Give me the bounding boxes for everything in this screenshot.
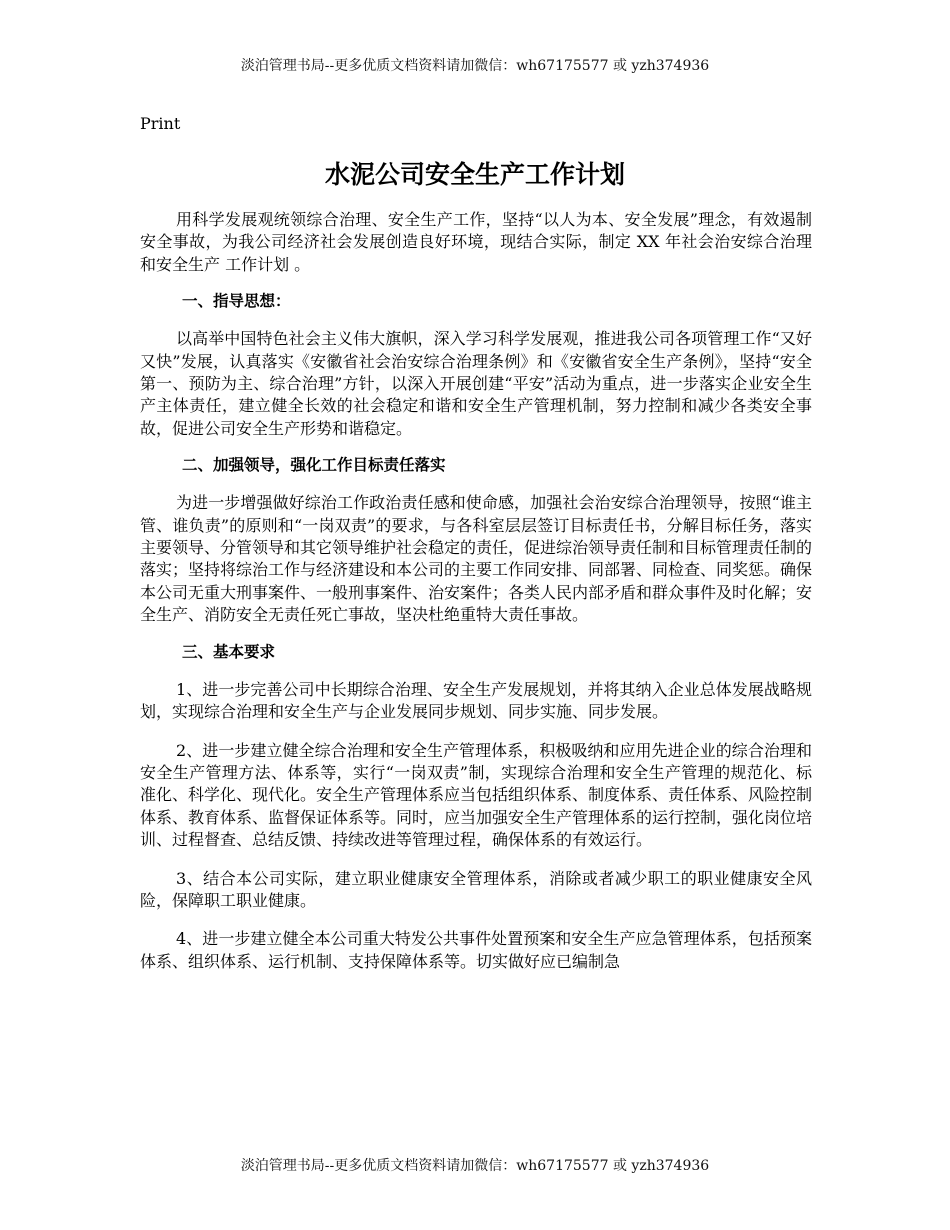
intro-paragraph: 用科学发展观统领综合治理、安全生产工作，坚持“以人为本、安全发展”理念，有效遏制安全事故，为我公司经济社会发展创造良好环境，现结合实际，制定 XX 年社会治安综合治理和安全生产 工作计划 。	[140, 210, 812, 274]
document-title: 水泥公司安全生产工作计划	[324, 160, 625, 189]
document-body	[140, 209, 812, 973]
section-heading-guiding-thought: 一、指导思想：	[182, 292, 291, 311]
section-heading-requirements: 三、基本要求	[182, 642, 276, 661]
print-label: Print	[140, 114, 181, 133]
page-header: 淡泊管理书局--更多优质文档资料请加微信：wh67175577 或 yzh374936	[240, 58, 710, 74]
section-paragraph-guiding-thought: 以高举中国特色社会主义伟大旗帜，深入学习科学发展观，推进我公司各项管理工作“又好又快”发展，认真落实《安徽省社会治安综合治理条例》和《安徽省安全生产条例》，坚持“安全第一、预防为主、综合治理”方针，以深入开展创建“平安”活动为重点，进一步落实企业安全生产主体责任，建立健全长效的社会稳定和谐和安全生产管理机制，努力控制和减少各类安全事故，促进公司安全生产形势和谐稳定。	[140, 329, 812, 438]
requirement-item-1: 1、进一步完善公司中长期综合治理、安全生产发展规划，并将其纳入企业总体发展战略规划，实现综合治理和安全生产与企业发展同步规划、同步实施、同步发展。	[140, 679, 812, 722]
requirement-item-4: 4、进一步建立健全本公司重大特发公共事件处置预案和安全生产应急管理体系，包括预案体系、组织体系、运行机制、支持保障体系等。切实做好应已编制急	[140, 929, 812, 971]
section-paragraph-leadership: 为进一步增强做好综治工作政治责任感和使命感，加强社会治安综合治理领导，按照“谁主管、谁负责”的原则和“一岗双责”的要求，与各科室层层签订目标责任书，分解目标任务，落实主要领导、分管领导和其它领导维护社会稳定的责任，促进综治领导责任制和目标管理责任制的落实；坚持将综治工作与经济建设和本公司的主要工作同安排、同部署、同检查、同奖惩。确保本公司无重大刑事案件、一般刑事案件、治安案件；各类人民内部矛盾和群众事件及时化解；安全生产、消防安全无责任死亡事故，坚决杜绝重特大责任事故。	[140, 493, 813, 625]
page-footer: 淡泊管理书局--更多优质文档资料请加微信：wh67175577 或 yzh374936	[240, 1158, 710, 1174]
requirement-item-2: 2、进一步建立健全综合治理和安全生产管理体系，积极吸纳和应用先进企业的综合治理和安全生产管理方法、体系等，实行“一岗双责”制，实现综合治理和安全生产管理的规范化、标准化、科学化、现代化。安全生产管理体系应当包括组织体系、制度体系、责任体系、风险控制体系、教育体系、监督保证体系等。同时，应当加强安全生产管理体系的运行控制，强化岗位培训、过程督查、总结反馈、持续改进等管理过程，确保体系的有效运行。	[140, 740, 813, 850]
section-heading-leadership: 二、加强领导，强化工作目标责任落实	[182, 456, 446, 475]
requirement-item-3: 3、结合本公司实际，建立职业健康安全管理体系，消除或者减少职工的职业健康安全风险，保障职工职业健康。	[140, 868, 812, 910]
